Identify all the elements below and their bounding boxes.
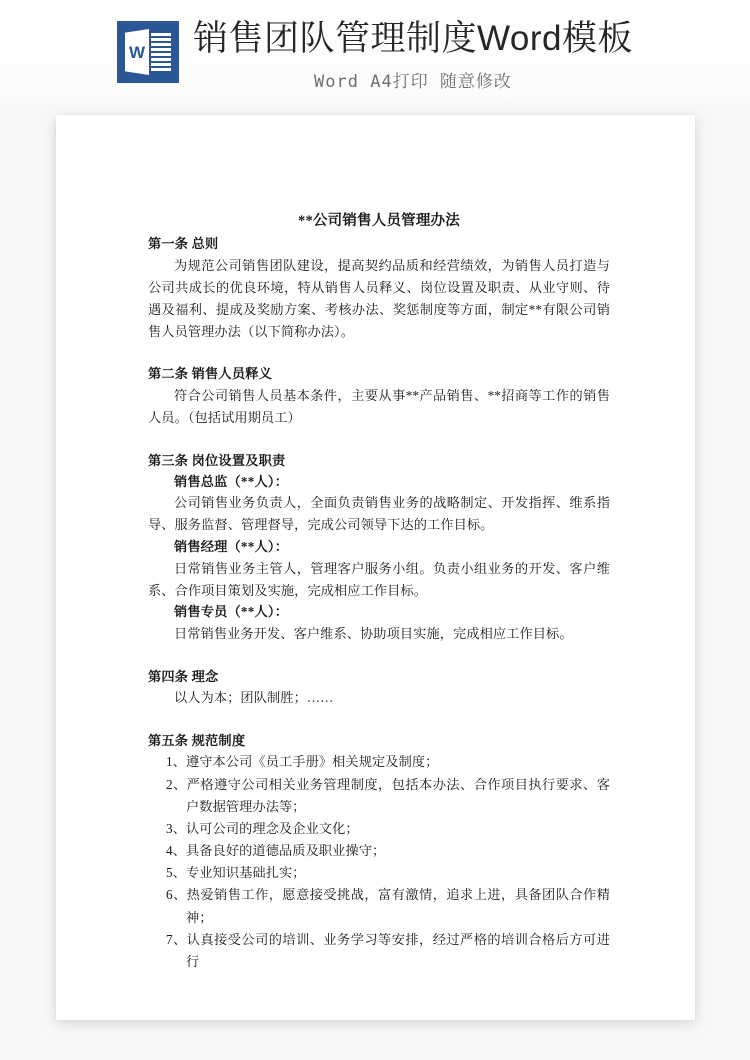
section-paragraph-4-1: 以人为本；团队制胜；…… xyxy=(174,690,334,706)
document-title: **公司销售人员管理办法 xyxy=(298,213,460,229)
list-item: 7、认真接受公司的培训、业务学习等安排，经过严格的培训合格后方可进行 xyxy=(166,931,610,969)
banner-title: 销售团队管理制度Word模板 xyxy=(193,19,633,58)
section-heading-5: 第五条 规范制度 xyxy=(148,732,246,748)
word-logo-icon xyxy=(117,21,179,83)
section-5-list xyxy=(148,751,610,973)
subsection-paragraph-3-2: 日常销售业务主管人，管理客户服务小组。负责小组业务的开发、客户维系、合作项目策划及实施，完成相应工作目标。 xyxy=(148,560,610,598)
subsection-heading-3-2: 销售经理（**人）： xyxy=(174,539,289,555)
subsection-paragraph-3-3: 日常销售业务开发、客户维系、协助项目实施，完成相应工作目标。 xyxy=(174,625,573,641)
section-paragraph-2-1: 符合公司销售人员基本条件，主要从事**产品销售、**招商等工作的销售人员。（包括试用期员工） xyxy=(148,387,610,425)
list-item: 5、专业知识基础扎实； xyxy=(166,865,306,881)
subsection-heading-3-1: 销售总监（**人）： xyxy=(174,474,289,490)
section-heading-1: 第一条 总则 xyxy=(148,236,219,252)
section-heading-2: 第二条 销售人员释义 xyxy=(148,366,272,382)
document-page-sheet xyxy=(56,115,695,1020)
list-item: 4、具备良好的道德品质及职业操守； xyxy=(166,843,386,859)
banner-text-group xyxy=(193,18,633,92)
list-item: 2、严格遵守公司相关业务管理制度，包括本办法、合作项目执行要求、客户数据管理办法等； xyxy=(166,776,610,814)
section-heading-4: 第四条 理念 xyxy=(148,668,219,684)
banner-content xyxy=(117,18,633,92)
list-item: 6、热爱销售工作，愿意接受挑战，富有激情，追求上进，具备团队合作精神； xyxy=(166,887,610,925)
word-logo-text-lines xyxy=(151,33,171,71)
word-logo-letter: W xyxy=(128,42,146,62)
subsection-paragraph-3-1: 公司销售业务负责人，全面负责销售业务的战略制定、开发指挥、维系指导、服务监督、管理督导，完成公司领导下达的工作目标。 xyxy=(148,495,610,533)
section-paragraph-1-1: 为规范公司销售团队建设，提高契约品质和经营绩效，为销售人员打造与公司共成长的优良环境，特从销售人员释义、岗位设置及职责、从业守则、待遇及福利、提成及奖励方案、考核办法、奖惩制度等方面，制定**有限公司销售人员管理办法（以下简称办法）。 xyxy=(148,257,610,339)
list-item: 3、认可公司的理念及企业文化； xyxy=(166,820,359,836)
document-body xyxy=(148,210,610,973)
banner-subtitle: Word A4打印 随意修改 xyxy=(314,71,512,92)
page-header-banner xyxy=(0,0,750,103)
section-heading-3: 第三条 岗位设置及职责 xyxy=(148,452,286,468)
list-item: 1、遵守本公司《员工手册》相关规定及制度； xyxy=(166,754,439,770)
subsection-heading-3-3: 销售专员（**人）： xyxy=(174,604,289,620)
